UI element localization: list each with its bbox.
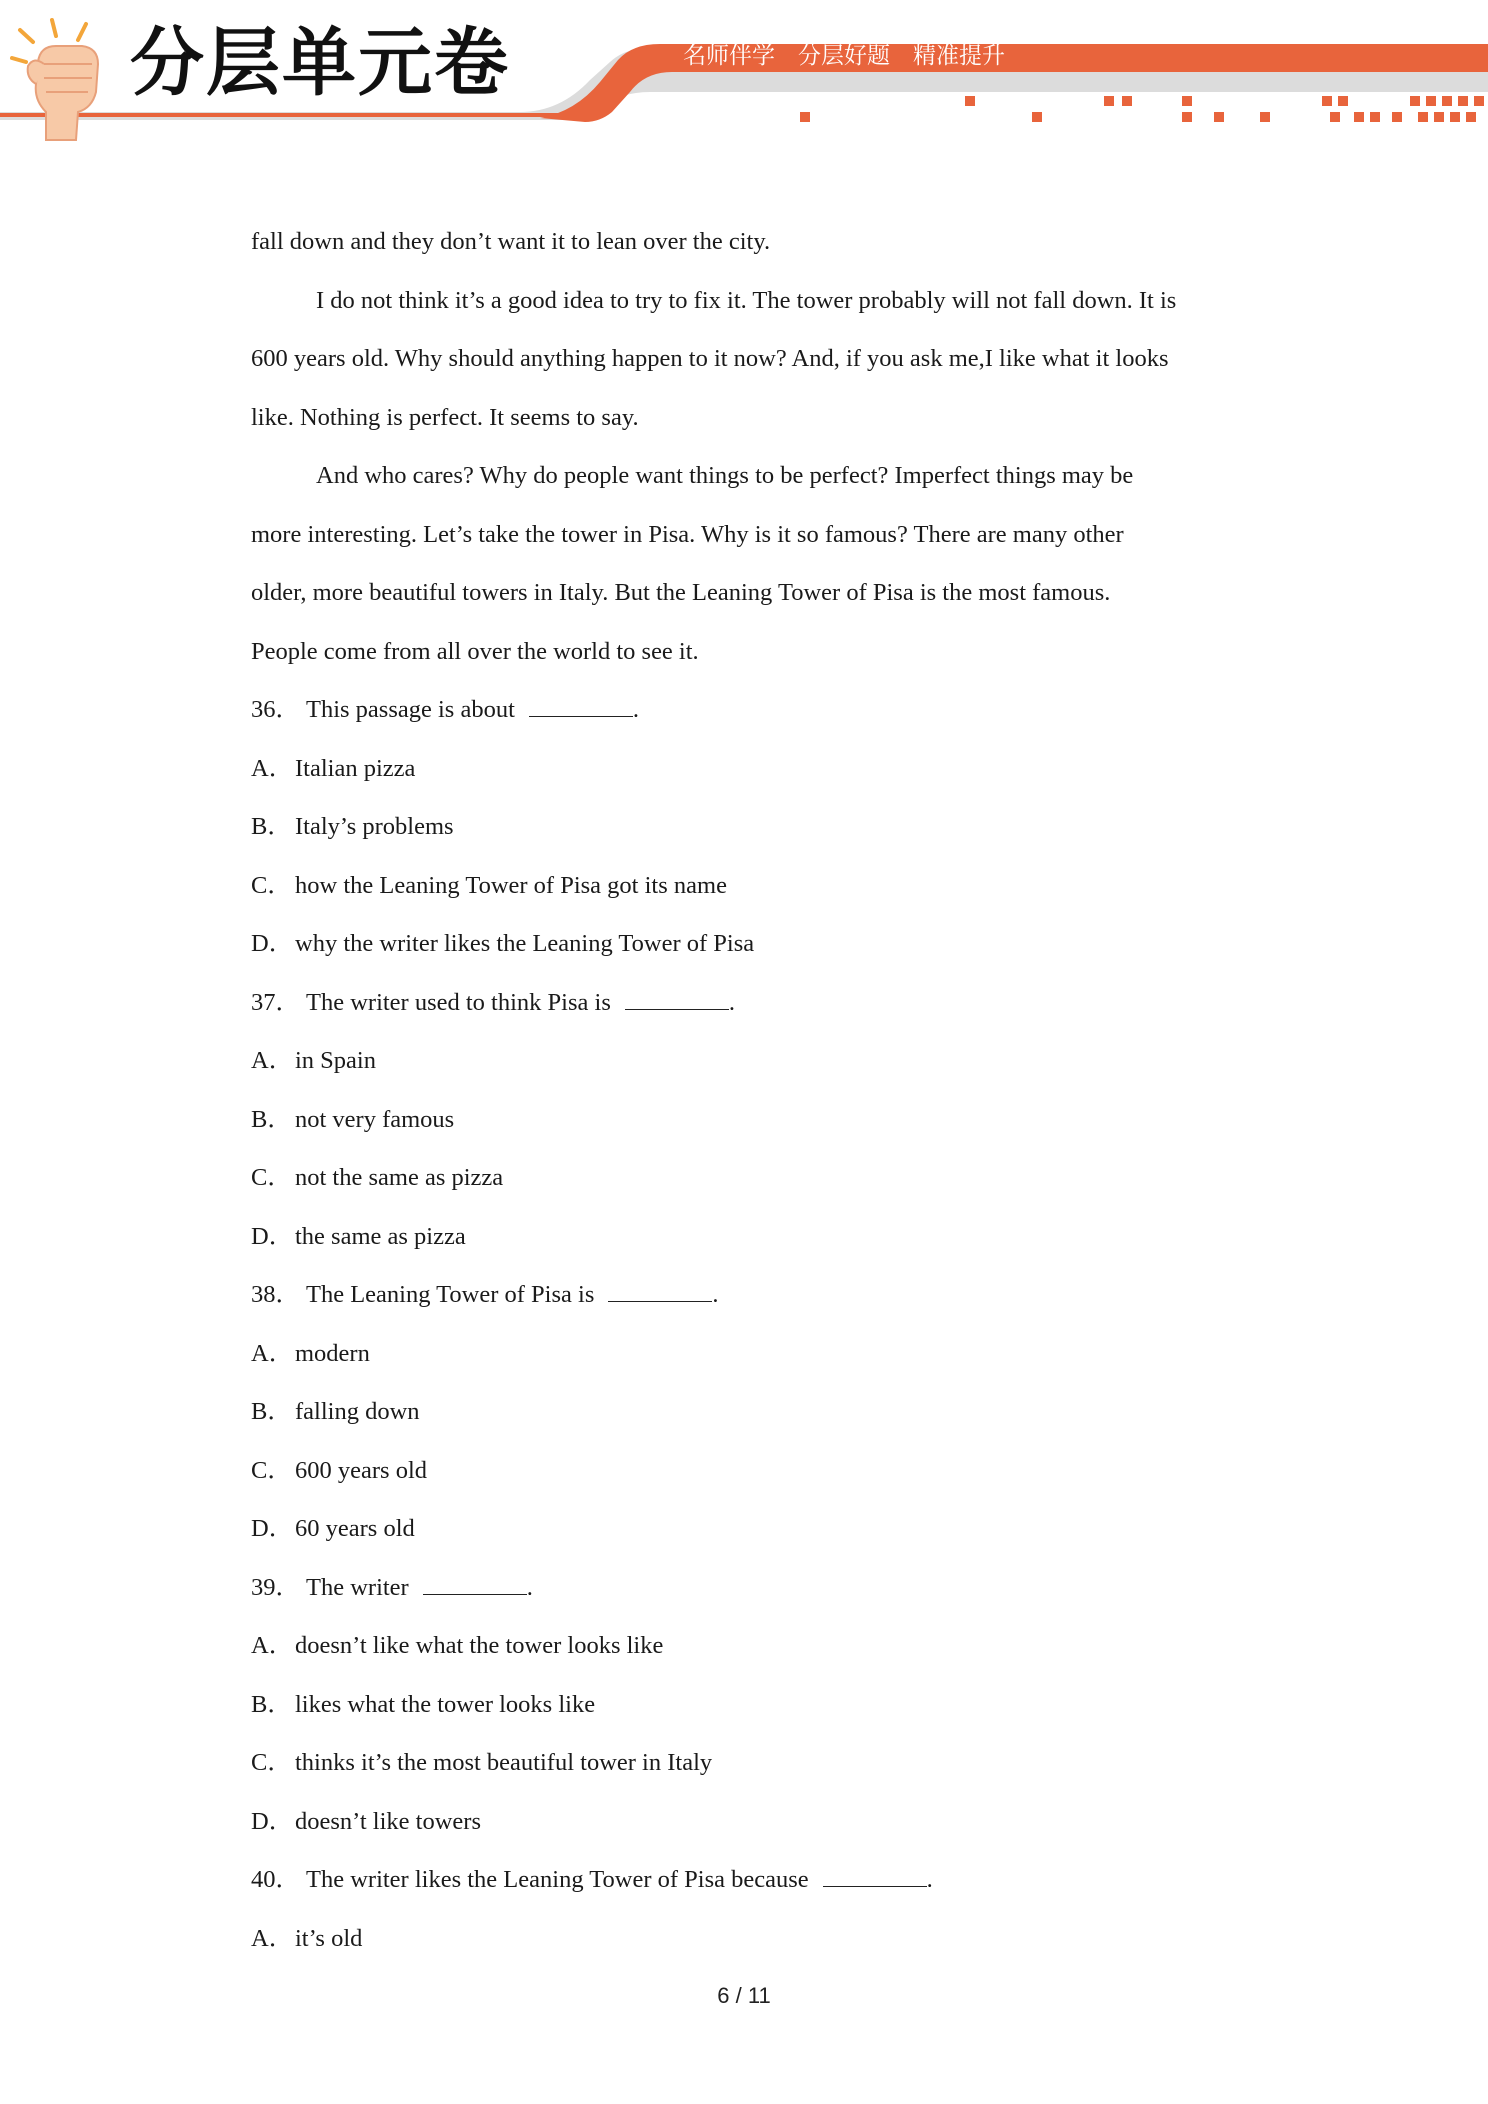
answer-option	[251, 857, 1251, 916]
question-end: .	[526, 1573, 533, 1601]
question-end: .	[728, 988, 735, 1016]
brand-title: 分层单元卷	[130, 20, 510, 106]
passage-line: People come from all over the world to see it.	[251, 637, 699, 665]
question-text: This passage is about	[306, 696, 515, 723]
question-text: The writer likes the Leaning Tower of Pisa because	[306, 1866, 809, 1893]
option-text: falling down	[295, 1398, 420, 1425]
option-text: not very famous	[295, 1105, 455, 1133]
answer-option	[251, 1617, 1251, 1676]
exam-content	[251, 213, 1251, 1968]
question-stem	[251, 1559, 1251, 1618]
passage-line: fall down and they don’t want it to lean over the city.	[251, 228, 771, 255]
option-letter: B．	[251, 1105, 292, 1133]
option-text: doesn’t like what the tower looks like	[295, 1632, 664, 1659]
option-text: Italy’s problems	[295, 813, 454, 840]
passage-line: 600 years old. Why should anything happen to it now? And, if you ask me,I like what it looks	[251, 345, 1169, 372]
answer-blank	[529, 696, 633, 717]
answer-option	[251, 1442, 1251, 1501]
option-letter: A．	[251, 1047, 294, 1074]
question-number: 40．	[251, 1866, 300, 1893]
option-letter: C．	[251, 871, 292, 899]
question-end: .	[926, 1866, 933, 1893]
question-end: .	[632, 696, 640, 723]
question-stem	[251, 1851, 1251, 1910]
option-letter: D．	[251, 1515, 294, 1542]
answer-option	[251, 740, 1251, 799]
answer-option	[251, 1500, 1251, 1559]
option-text: the same as pizza	[295, 1222, 466, 1250]
option-letter: A．	[251, 754, 294, 782]
question-text: The writer	[306, 1573, 409, 1601]
option-letter: A．	[251, 1632, 294, 1659]
option-text: thinks it’s the most beautiful tower in Italy	[295, 1749, 713, 1776]
answer-blank	[823, 1866, 927, 1887]
question-stem	[251, 681, 1251, 740]
option-text: how the Leaning Tower of Pisa got its name	[295, 871, 727, 899]
option-text: likes what the tower looks like	[295, 1690, 596, 1718]
passage-line: And who cares? Why do people want things to be perfect? Imperfect things may be	[316, 462, 1134, 489]
question-end: .	[712, 1281, 719, 1308]
option-letter: D．	[251, 1222, 294, 1250]
question-text: The writer used to think Pisa is	[306, 988, 611, 1016]
passage-line: like. Nothing is perfect. It seems to say.	[251, 403, 639, 431]
answer-blank	[625, 989, 729, 1010]
question-list	[251, 681, 1251, 1968]
answer-option	[251, 1793, 1251, 1852]
answer-option	[251, 1091, 1251, 1150]
answer-option	[251, 1676, 1251, 1735]
page-header	[0, 0, 1488, 150]
question-stem	[251, 974, 1251, 1033]
option-letter: C．	[251, 1749, 292, 1776]
option-text: why the writer likes the Leaning Tower of Pisa	[295, 930, 755, 957]
page-number: 6 / 11	[717, 1983, 771, 2008]
option-text: 600 years old	[295, 1456, 427, 1484]
answer-option	[251, 1734, 1251, 1793]
option-letter: C．	[251, 1164, 292, 1191]
option-text: Italian pizza	[295, 754, 416, 782]
question-number: 38．	[251, 1281, 300, 1308]
option-letter: B．	[251, 813, 292, 840]
passage-line: more interesting. Let’s take the tower in Pisa. Why is it so famous? There are many other	[251, 520, 1124, 548]
option-text: modern	[295, 1339, 370, 1367]
option-text: doesn’t like towers	[295, 1807, 481, 1835]
option-text: it’s old	[295, 1924, 363, 1952]
fist-icon	[12, 20, 98, 140]
question-number: 36．	[251, 696, 300, 723]
passage-line: older, more beautiful towers in Italy. But the Leaning Tower of Pisa is the most famous.	[251, 579, 1111, 606]
answer-option	[251, 1208, 1251, 1267]
answer-option	[251, 1910, 1251, 1969]
answer-blank	[608, 1281, 712, 1302]
option-letter: A．	[251, 1924, 294, 1952]
option-letter: A．	[251, 1339, 294, 1367]
answer-option	[251, 1325, 1251, 1384]
header-slogan: 名师伴学 分层好题 精准提升	[683, 43, 1005, 69]
answer-option	[251, 798, 1251, 857]
option-text: in Spain	[295, 1047, 376, 1074]
option-text: not the same as pizza	[295, 1164, 504, 1191]
answer-option	[251, 915, 1251, 974]
answer-option	[251, 1383, 1251, 1442]
question-number: 37．	[251, 988, 300, 1016]
reading-passage	[251, 213, 1251, 681]
passage-line: I do not think it’s a good idea to try to fix it. The tower probably will not fall down. It is	[316, 286, 1177, 314]
answer-blank	[423, 1574, 527, 1595]
question-number: 39．	[251, 1573, 300, 1601]
option-letter: D．	[251, 1807, 294, 1835]
question-text: The Leaning Tower of Pisa is	[306, 1281, 595, 1308]
question-stem	[251, 1266, 1251, 1325]
option-letter: C．	[251, 1456, 292, 1484]
option-letter: B．	[251, 1398, 292, 1425]
option-text: 60 years old	[295, 1515, 415, 1542]
answer-option	[251, 1149, 1251, 1208]
answer-option	[251, 1032, 1251, 1091]
option-letter: D．	[251, 930, 294, 957]
option-letter: B．	[251, 1690, 292, 1718]
